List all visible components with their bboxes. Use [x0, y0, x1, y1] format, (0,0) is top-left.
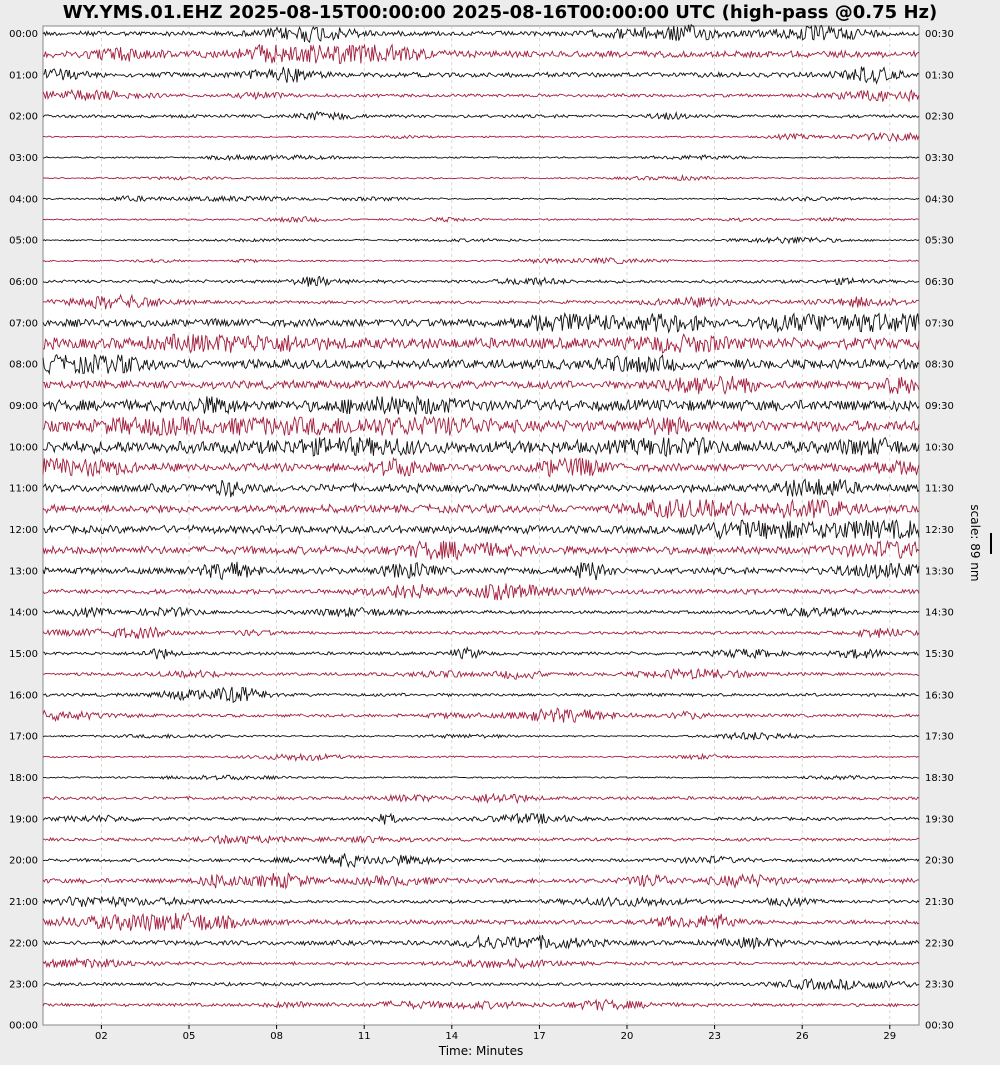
- x-tick-label: 05: [182, 1031, 196, 1042]
- y-tick-label-left: 10:00: [9, 442, 38, 454]
- y-tick-label-right: 10:30: [925, 442, 954, 454]
- x-tick-label: 17: [533, 1031, 546, 1042]
- y-tick-label-left: 01:00: [9, 70, 38, 82]
- y-tick-label-right: 20:30: [925, 855, 954, 867]
- y-tick-label-left: 13:00: [9, 566, 38, 578]
- y-tick-label-right: 11:30: [925, 483, 954, 495]
- y-tick-label-left: 15:00: [9, 649, 38, 661]
- scale-label: scale: 89 nm: [968, 504, 982, 582]
- y-tick-label-right: 01:30: [925, 70, 954, 82]
- y-tick-label-left: 21:00: [9, 897, 38, 909]
- y-tick-label-right: 09:30: [925, 401, 954, 413]
- y-tick-label-left: 11:00: [9, 483, 38, 495]
- chart-title: WY.YMS.01.EHZ 2025-08-15T00:00:00 2025-08-16T00:00:00 UTC (high-pass @0.75 Hz): [62, 2, 938, 23]
- y-tick-label-right: 12:30: [925, 525, 954, 537]
- y-tick-label-left: 18:00: [9, 773, 38, 785]
- x-tick-label: 14: [445, 1031, 459, 1042]
- y-tick-label-left: 00:00: [9, 29, 38, 40]
- y-tick-label-right: 14:30: [925, 607, 954, 619]
- x-tick-label: 08: [270, 1031, 283, 1042]
- x-tick-label: 29: [883, 1031, 897, 1042]
- y-tick-label-right: 17:30: [925, 731, 954, 743]
- y-tick-label-right: 15:30: [925, 649, 954, 661]
- y-tick-label-right: 13:30: [925, 566, 954, 578]
- y-tick-label-right: 00:30: [925, 29, 954, 40]
- y-tick-label-left: 08:00: [9, 359, 38, 371]
- y-tick-label-right: 19:30: [925, 814, 954, 826]
- y-tick-label-right: 05:30: [925, 235, 954, 247]
- y-tick-label-left: 04:00: [9, 194, 38, 206]
- y-tick-label-left: 17:00: [9, 731, 38, 743]
- y-tick-label-right: 06:30: [925, 277, 954, 289]
- x-tick-label: 02: [95, 1031, 108, 1042]
- y-tick-label-left: 19:00: [9, 814, 38, 826]
- right-axis-tick-labels: [925, 29, 954, 1032]
- y-tick-label-left: 16:00: [9, 690, 38, 702]
- y-tick-label-left: 14:00: [9, 607, 38, 619]
- left-axis-tick-labels: [9, 29, 38, 1032]
- y-tick-label-left: 05:00: [9, 235, 38, 247]
- x-tick-label: 20: [620, 1031, 634, 1042]
- x-tick-label: 26: [795, 1031, 809, 1042]
- y-tick-label-right: 02:30: [925, 111, 954, 123]
- y-tick-label-left: 06:00: [9, 277, 38, 289]
- y-tick-label-left: 09:00: [9, 401, 38, 413]
- y-tick-label-right: 18:30: [925, 773, 954, 785]
- y-tick-label-left: 12:00: [9, 525, 38, 537]
- y-tick-label-right: 23:30: [925, 979, 954, 991]
- y-tick-label-left: 00:00: [9, 1020, 38, 1032]
- y-tick-label-right: 03:30: [925, 153, 954, 165]
- x-tick-label: 11: [357, 1031, 371, 1042]
- y-tick-label-right: 22:30: [925, 938, 954, 950]
- y-tick-label-right: 21:30: [925, 897, 954, 909]
- y-tick-label-right: 07:30: [925, 318, 954, 330]
- y-tick-label-left: 22:00: [9, 938, 38, 950]
- y-tick-label-right: 16:30: [925, 690, 954, 702]
- y-tick-label-right: 04:30: [925, 194, 954, 206]
- y-tick-label-left: 03:00: [9, 153, 38, 165]
- x-axis-tick-labels: [95, 1025, 896, 1042]
- x-tick-label: 23: [708, 1031, 721, 1042]
- y-tick-label-right: 08:30: [925, 359, 954, 371]
- y-tick-label-left: 20:00: [9, 855, 38, 867]
- y-tick-label-left: 02:00: [9, 111, 38, 123]
- y-tick-label-left: 07:00: [9, 318, 38, 330]
- x-axis-label: Time: Minutes: [438, 1044, 524, 1058]
- y-tick-label-right: 00:30: [925, 1020, 954, 1032]
- y-tick-label-left: 23:00: [9, 979, 38, 991]
